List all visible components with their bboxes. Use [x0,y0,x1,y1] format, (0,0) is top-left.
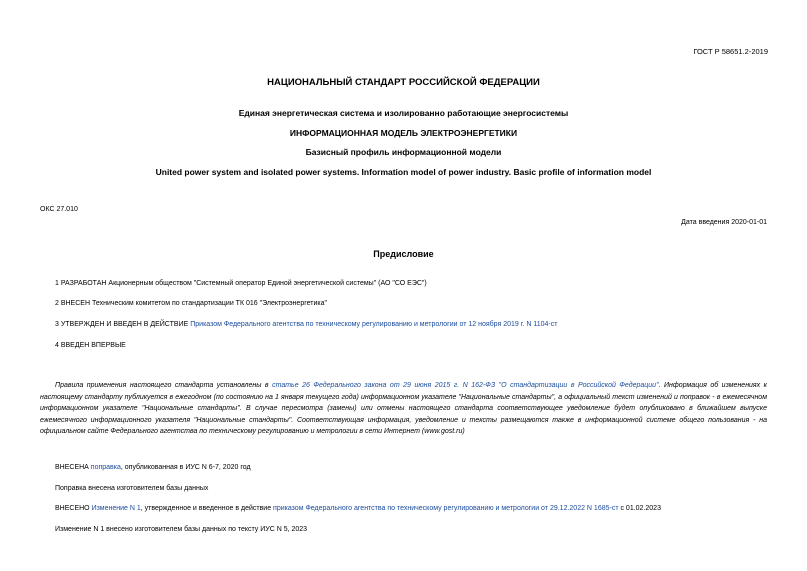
rules-paragraph [40,380,767,438]
national-standard-title: НАЦИОНАЛЬНЫЙ СТАНДАРТ РОССИЙСКОЙ ФЕДЕРАЦИИ [267,77,540,88]
amendment-3-prefix: ВНЕСЕНО [55,505,92,512]
preface-heading: Предисловие [373,249,434,259]
preface-item-3 [55,321,557,328]
federal-law-link[interactable]: статье 26 Федерального закона от 29 июня 2015 г. N 162-ФЗ "О стандартизации в Российской Федерации" [272,382,659,389]
amendment-3-mid: , утвержденное и введенное в действие [140,505,274,512]
preface-item-3-text: 3 УТВЕРЖДЕН И ВВЕДЕН В ДЕЙСТВИЕ [55,321,191,328]
order-link-2022[interactable]: приказом Федерального агентства по техническому регулированию и метрологии от 29.12.2022 N 1685-ст [273,505,619,512]
amendment-line-2: Поправка внесена изготовителем базы данных [55,485,209,492]
rules-text-1: Правила применения настоящего стандарта установлены в [55,382,273,389]
introduction-date: Дата введения 2020-01-01 [681,219,767,226]
amendment-3-suffix: с 01.02.2023 [618,505,661,512]
title-line-2: ИНФОРМАЦИОННАЯ МОДЕЛЬ ЭЛЕКТРОЭНЕРГЕТИКИ [289,128,518,138]
okc-code: ОКС 27.010 [40,206,78,213]
order-link-2019[interactable]: Приказом Федерального агентства по техническому регулированию и метрологии от 12 ноября 2019 г. N 1104-ст [190,321,558,328]
title-line-3: Базисный профиль информационной модели [305,147,502,157]
rules-text-2: . Информация об изменениях к настоящему стандарту публикуется в ежегодном (по состоянию на 1 января текущего года) информационном указателе "Национальные стандарты", а официальный текст изменений и поправок - в ежемесячном информационном указателе "Национальные стандарты". В случае пересмотра (замены) или отмены настоящего стандарта соответствующее уведомление будет опубликовано в ближайшем выпуске ежемесячного информационного указателя "Национальные стандарты". Соответствующая информация, уведомление и тексты размещаются также в информационной системе общего пользования - на официальном сайте Федерального агентства по техническому регулированию и метрологии в сети Интернет (www.gost.ru) [40,382,767,435]
preface-item-2: 2 ВНЕСЕН Техническим комитетом по стандартизации ТК 016 "Электроэнергетика" [55,300,327,307]
preface-item-4: 4 ВВЕДЕН ВПЕРВЫЕ [55,342,126,349]
amendment-line-4: Изменение N 1 внесено изготовителем базы данных по тексту ИУС N 5, 2023 [55,526,308,533]
title-line-1: Единая энергетическая система и изолированно работающие энергосистемы [238,108,569,118]
document-id: ГОСТ Р 58651.2-2019 [693,47,768,56]
amendment-1-suffix: , опубликованная в ИУС N 6-7, 2020 год [120,464,251,471]
amendment-1-prefix: ВНЕСЕНА [55,464,91,471]
correction-link[interactable]: поправка [90,464,121,471]
amendment-line-3 [55,505,661,512]
change-1-link[interactable]: Изменение N 1 [91,505,141,512]
amendment-line-1 [55,464,251,471]
preface-item-1: 1 РАЗРАБОТАН Акционерным обществом "Системный оператор Единой энергетической системы" (АО "СО ЕЭС") [55,280,427,287]
english-title: United power system and isolated power systems. Information model of power industry. Basic profile of information model [155,167,652,177]
